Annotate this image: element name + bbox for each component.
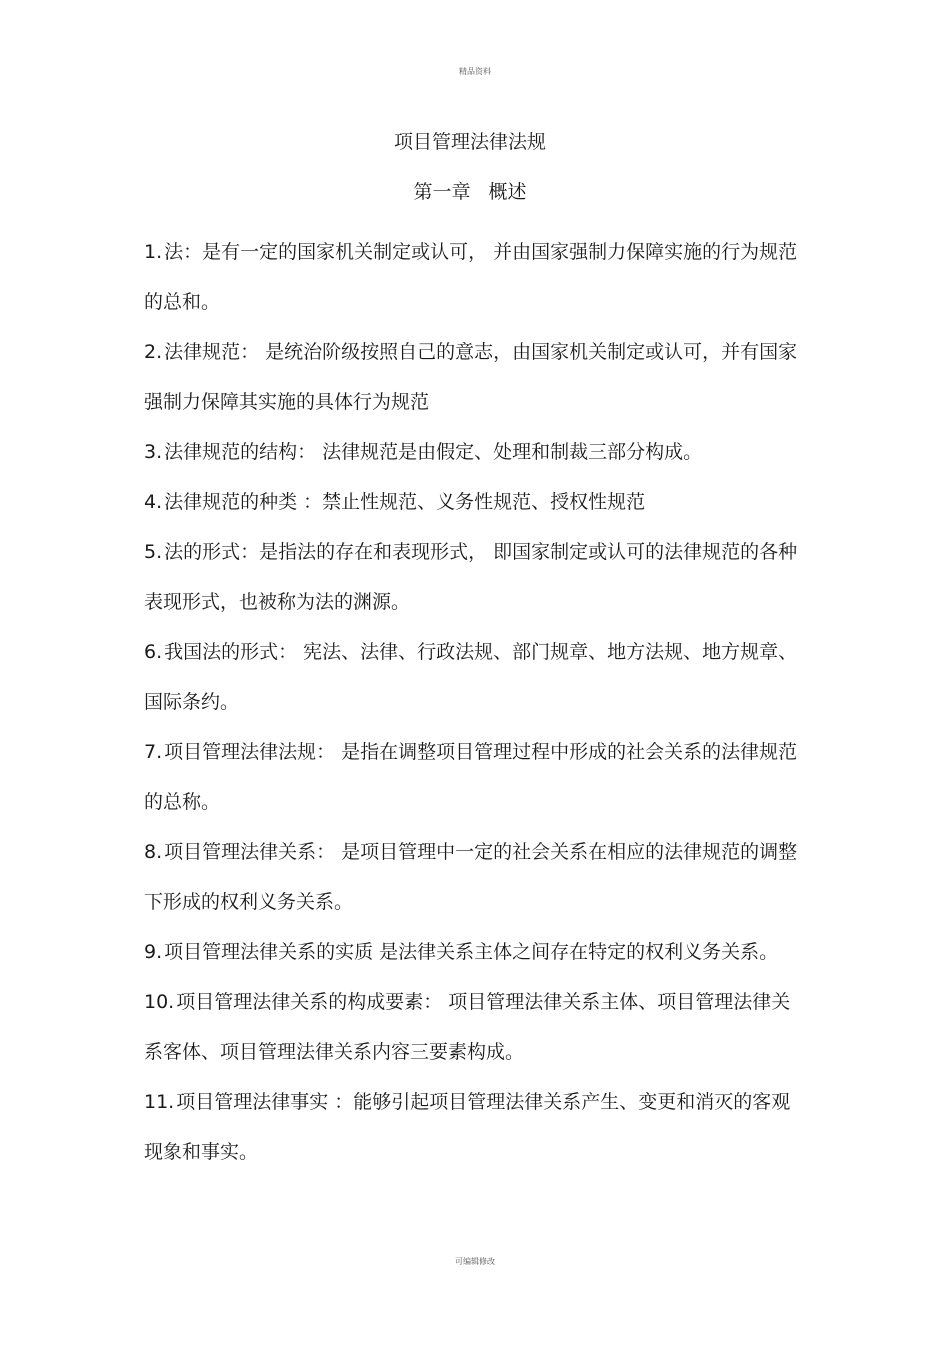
list-item (144, 327, 804, 427)
list-item (144, 627, 804, 727)
item-text: 项目管理法律关系： 是项目管理中一定的社会关系在相应的法律规范的调整下形成的权利义务关系。 (144, 841, 798, 913)
item-text: 法的形式：是指法的存在和表现形式， 即国家制定或认可的法律规范的各种表现形式，也被称为法的渊源。 (144, 541, 798, 613)
list-item (144, 1077, 804, 1177)
list-item (144, 527, 804, 627)
item-number: 6. (144, 641, 163, 663)
list-item (144, 977, 804, 1077)
chapter-name: 概述 (488, 181, 527, 203)
item-text: 项目管理法律关系的实质 是法律关系主体之间存在特定的权利义务关系。 (164, 941, 779, 963)
definition-list (144, 227, 804, 1177)
item-number: 3. (144, 441, 163, 463)
item-number: 8. (144, 841, 163, 863)
list-item (144, 477, 804, 527)
chapter-label: 第一章 (413, 181, 471, 203)
list-item (144, 227, 804, 327)
item-text: 法律规范的结构： 法律规范是由假定、处理和制裁三部分构成。 (164, 441, 703, 463)
footer-note: 可编辑修改 (455, 1257, 495, 1266)
item-number: 5. (144, 541, 163, 563)
item-text: 法律规范： 是统治阶级按照自己的意志，由国家机关制定或认可，并有国家强制力保障其实施的具体行为规范 (144, 341, 798, 413)
item-number: 2. (144, 341, 163, 363)
item-number: 7. (144, 741, 163, 763)
item-number: 11. (144, 1091, 175, 1113)
item-number: 4. (144, 491, 163, 513)
item-number: 9. (144, 941, 163, 963)
item-text: 法：是有一定的国家机关制定或认可， 并由国家强制力保障实施的行为规范的总和。 (144, 241, 798, 313)
header-note: 精品资料 (459, 67, 491, 76)
item-text: 法律规范的种类 ：禁止性规范、义务性规范、授权性规范 (164, 491, 646, 513)
list-item (144, 927, 804, 977)
item-text: 项目管理法律事实 ：能够引起项目管理法律关系产生、变更和消灭的客观现象和事实。 (144, 1091, 791, 1163)
item-text: 项目管理法律关系的构成要素： 项目管理法律关系主体、项目管理法律关系客体、项目管理法律关系内容三要素构成。 (144, 991, 791, 1063)
list-item (144, 427, 804, 477)
item-number: 1. (144, 241, 163, 263)
item-text: 我国法的形式： 宪法、法律、行政法规、部门规章、地方法规、地方规章、国际条约。 (144, 641, 798, 713)
list-item (144, 827, 804, 927)
list-item (144, 727, 804, 827)
document-title: 项目管理法律法规 (393, 131, 546, 153)
item-number: 10. (144, 991, 175, 1013)
chapter-heading (0, 178, 940, 206)
item-text: 项目管理法律法规： 是指在调整项目管理过程中形成的社会关系的法律规范的总称。 (144, 741, 798, 813)
